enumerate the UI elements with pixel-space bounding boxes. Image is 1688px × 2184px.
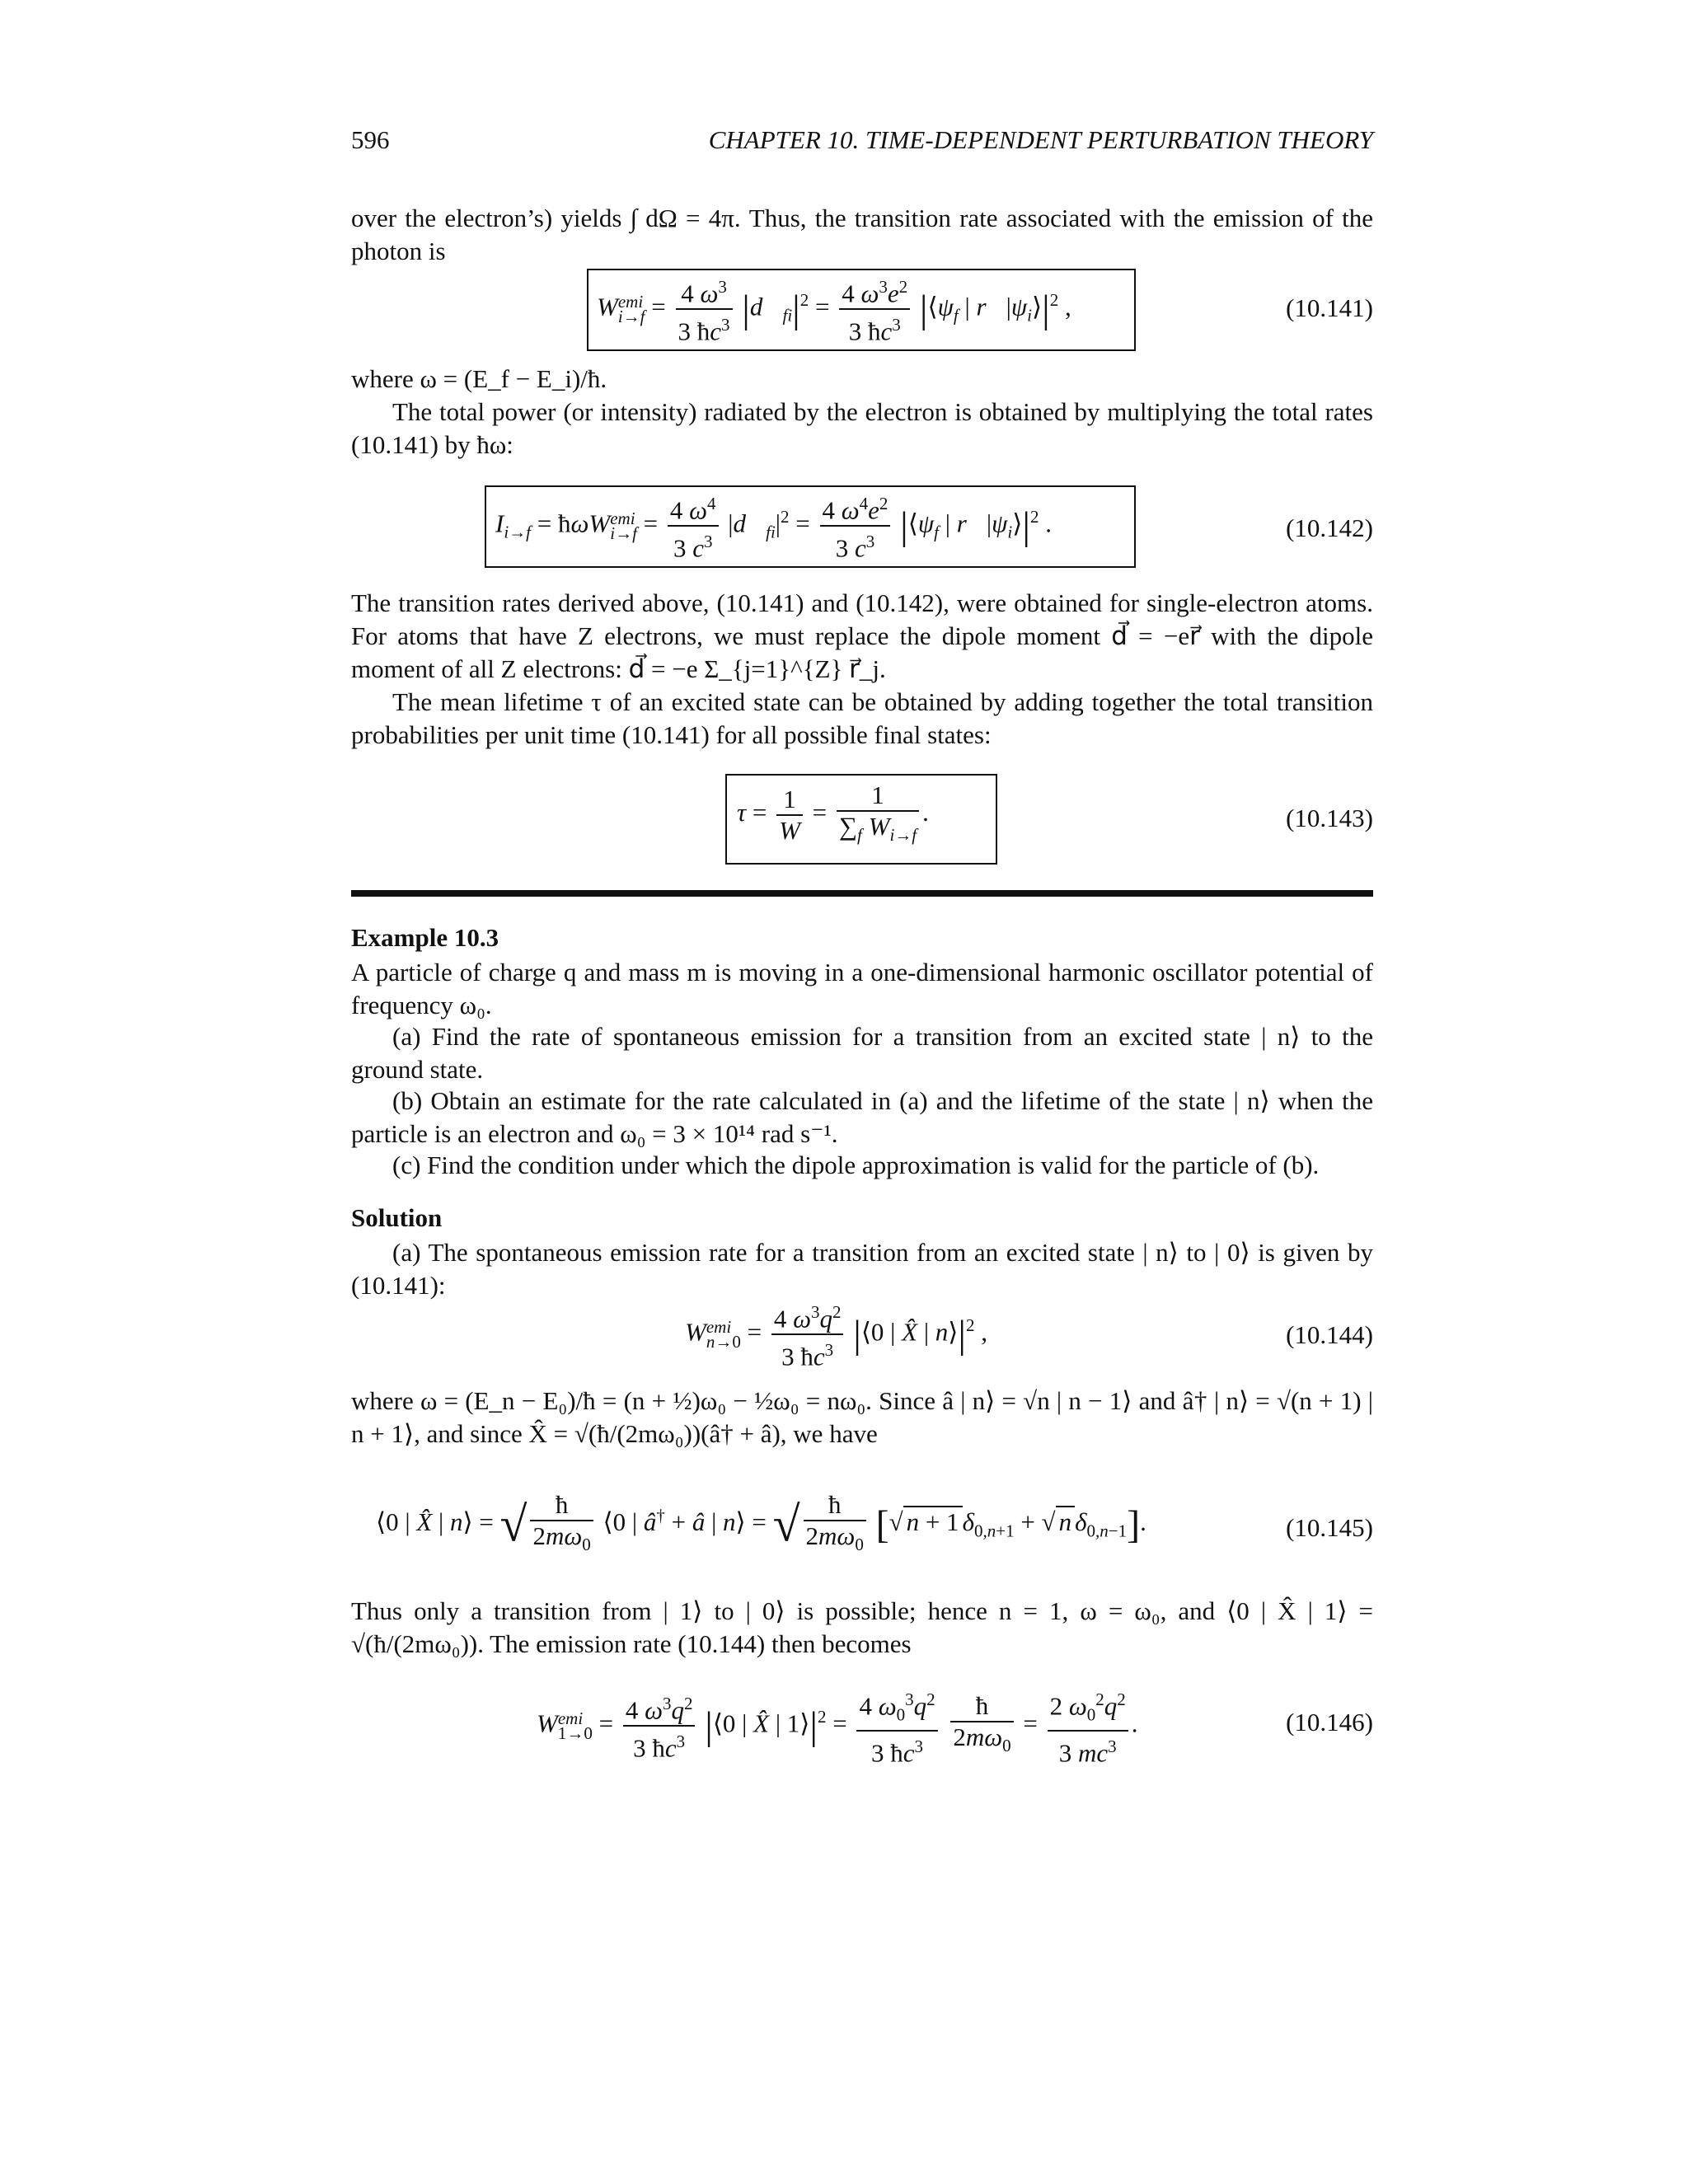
paragraph: where ω = (E_f − E_i)/ħ. (351, 364, 607, 393)
paragraph: The transition rates derived above, (10.141) and (10.142), were obtained for single-electron atoms. For atoms that have Z electrons, we must replace the dipole moment d⃗ = −er⃗ with the dipole moment of all Z electrons: d⃗ = −e Σ_{j=1}^{Z} r⃗_j. (351, 588, 1373, 683)
solution-title: Solution (351, 1203, 443, 1232)
paragraph: The mean lifetime τ of an excited state can be obtained by adding together the total transition probabilities per unit time (10.141) for all possible final states: (351, 687, 1373, 749)
equation-number: (10.141) (1286, 293, 1373, 322)
page-number: 596 (351, 125, 390, 154)
equation-10-145 (351, 1483, 1373, 1582)
equation-body: Wemi i→f = $\frac{4 \omega^3}{3 ħc^3}$ $|d⃗_{fi}|^2$ = $\frac{4 \omega^3e^2}{3 ħc^3}$ $|⟨\psi_f$ | $r⃗|\psi_i⟩|^2$ , (597, 272, 1071, 347)
equation-10-141 (351, 264, 1373, 354)
equation-body: ⟨0 | X̂ | n⟩ = √ $\frac{ħ}{2m\omega_0}$ ⟨0 | â† + â | n⟩ = √ $\frac{ħ}{2m\omega_0}$ [√ n + 1 $\delta_{0,n+1}$ + √ n $\delta_{0,n-1}$]. (376, 1490, 1146, 1555)
equation-number: (10.142) (1286, 513, 1373, 542)
paragraph: A particle of charge q and mass m is moving in a one-dimensional harmonic oscillator potential of frequency ω₀. (351, 958, 1373, 1019)
equation-10-146 (351, 1681, 1373, 1772)
paragraph: Thus only a transition from | 1⟩ to | 0⟩ is possible; hence n = 1, ω = ω₀, and ⟨0 | X̂ | 1⟩ = √(ħ/(2mω₀)). The emission rate (10.144) then becomes (351, 1596, 1373, 1658)
equation-body: τ = $\frac{1}{W}$ = $\frac{1}{\sum_f W_{i\to f}}$ . (737, 780, 929, 846)
equation-number: (10.144) (1286, 1320, 1373, 1349)
page (351, 0, 1373, 2184)
equation-10-142 (351, 482, 1373, 573)
equation-number: (10.146) (1286, 1708, 1373, 1736)
equation-body: Wemi n→0 = $\frac{4 \omega^3q^2}{3 ħc^3}$ |⟨0 | X̂ | $n⟩|^2$ , (685, 1297, 987, 1372)
paragraph: (a) Find the rate of spontaneous emission for a transition from an excited state | n⟩ to the ground state. (351, 1022, 1373, 1084)
paragraph: The total power (or intensity) radiated by the electron is obtained by multiplying the total rates (10.141) by ħω: (351, 397, 1373, 459)
equation-number: (10.145) (1286, 1513, 1373, 1542)
equation-10-144 (351, 1294, 1373, 1385)
paragraph: (b) Obtain an estimate for the rate calculated in (a) and the lifetime of the state | n⟩ when the particle is an electron and ω₀ = 3 × 10¹⁴ rad s⁻¹. (351, 1086, 1373, 1148)
section-rule (351, 890, 1373, 897)
paragraph: where ω = (E_n − E₀)/ħ = (n + ½)ω₀ − ½ω₀ = nω₀. Since â | n⟩ = √n | n − 1⟩ and â† | n⟩ = √(n + 1) | n + 1⟩, and since X̂ = √(ħ/(2mω₀))(â† + â), we have (351, 1386, 1373, 1448)
equation-body: Wemi 1→0 = $\frac{4 \omega^3q^2}{3 ħc^3}$ |⟨0 | X̂ | $1⟩|^2$ = $\frac{4 \omega_0^3q^2}{3 ħc^3}$ $\frac{ħ}{2m\omega_0}$ = $\frac{2 \omega_0^2q^2}{3 mc^3}$ . (537, 1685, 1138, 1768)
paragraph: (a) The spontaneous emission rate for a transition from an excited state | n⟩ to | 0⟩ is given by (10.141): (351, 1238, 1373, 1300)
running-title: CHAPTER 10. TIME-DEPENDENT PERTURBATION THEORY (708, 125, 1373, 154)
example-title: Example 10.3 (351, 923, 499, 952)
equation-10-143 (351, 771, 1373, 869)
equation-body: $I_{i\to f}$ = ħωWemi i→f = $\frac{4 \omega^4}{3 c^3}$ $|d⃗_{fi}|^2$ = $\frac{4 \omega^4e^2}{3 c^3}$ $|⟨\psi_f$ | $r⃗|\psi_i⟩|^2$ . (495, 489, 1052, 564)
paragraph: (c) Find the condition under which the dipole approximation is valid for the particle of (b). (392, 1151, 1320, 1179)
paragraph: over the electron’s) yields ∫ dΩ = 4π. Thus, the transition rate associated with the emission of the photon is (351, 204, 1373, 265)
equation-number: (10.143) (1286, 804, 1373, 832)
